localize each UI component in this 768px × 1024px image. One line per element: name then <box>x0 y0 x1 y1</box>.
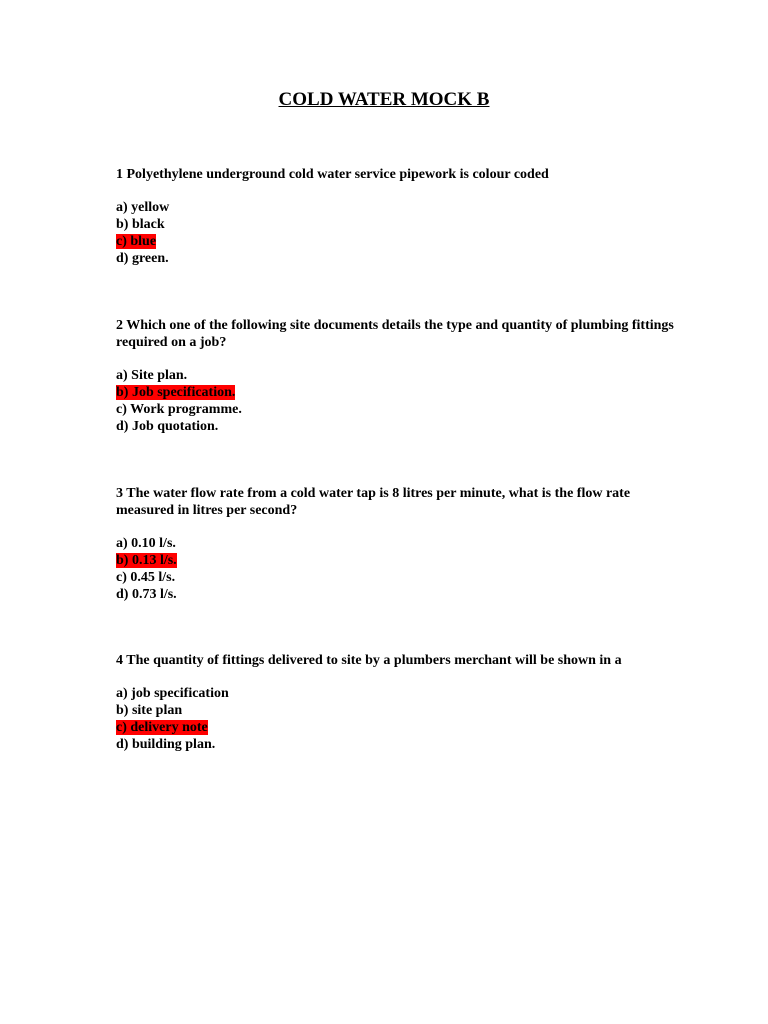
option-label: c) delivery note <box>116 720 208 735</box>
question-text: 2 Which one of the following site documents details the type and quantity of plumbing fittings required on a job? <box>116 318 674 350</box>
option-b <box>116 216 676 233</box>
option-label: b) 0.13 l/s. <box>116 553 177 568</box>
option-label: c) blue <box>116 234 157 249</box>
option-d <box>116 250 676 267</box>
option-label: a) 0.10 l/s. <box>116 536 176 551</box>
option-label: d) green. <box>116 251 169 266</box>
question-text: 3 The water flow rate from a cold water tap is 8 litres per minute, what is the flow rate measured in litres per second? <box>116 486 631 518</box>
question-text: 4 The quantity of fittings delivered to site by a plumbers merchant will be shown in a <box>116 653 622 668</box>
option-d <box>116 418 676 435</box>
option-a <box>116 685 676 702</box>
option-a <box>116 199 676 216</box>
option-c <box>116 401 676 418</box>
option-a <box>116 367 676 384</box>
option-label: c) 0.45 l/s. <box>116 570 176 585</box>
option-label: b) site plan <box>116 703 183 718</box>
option-list <box>116 367 676 435</box>
option-list <box>116 199 676 267</box>
option-b-correct <box>116 384 676 401</box>
option-label: a) job specification <box>116 686 229 701</box>
question-3 <box>116 485 676 603</box>
option-label: d) 0.73 l/s. <box>116 587 177 602</box>
question-2 <box>116 317 676 435</box>
option-c <box>116 569 676 586</box>
question-4 <box>116 652 676 753</box>
option-list <box>116 535 676 603</box>
page-title: COLD WATER MOCK B <box>278 89 490 110</box>
option-label: a) Site plan. <box>116 368 188 383</box>
option-label: b) Job specification. <box>116 385 236 400</box>
option-a <box>116 535 676 552</box>
option-c-correct <box>116 233 676 250</box>
option-d <box>116 736 676 753</box>
option-label: c) Work programme. <box>116 402 242 417</box>
question-1 <box>116 166 676 267</box>
question-text: 1 Polyethylene underground cold water service pipework is colour coded <box>116 167 549 182</box>
option-label: d) building plan. <box>116 737 216 752</box>
option-b-correct <box>116 552 676 569</box>
option-label: b) black <box>116 217 165 232</box>
option-label: a) yellow <box>116 200 170 215</box>
option-d <box>116 586 676 603</box>
option-b <box>116 702 676 719</box>
option-c-correct <box>116 719 676 736</box>
option-label: d) Job quotation. <box>116 419 219 434</box>
option-list <box>116 685 676 753</box>
